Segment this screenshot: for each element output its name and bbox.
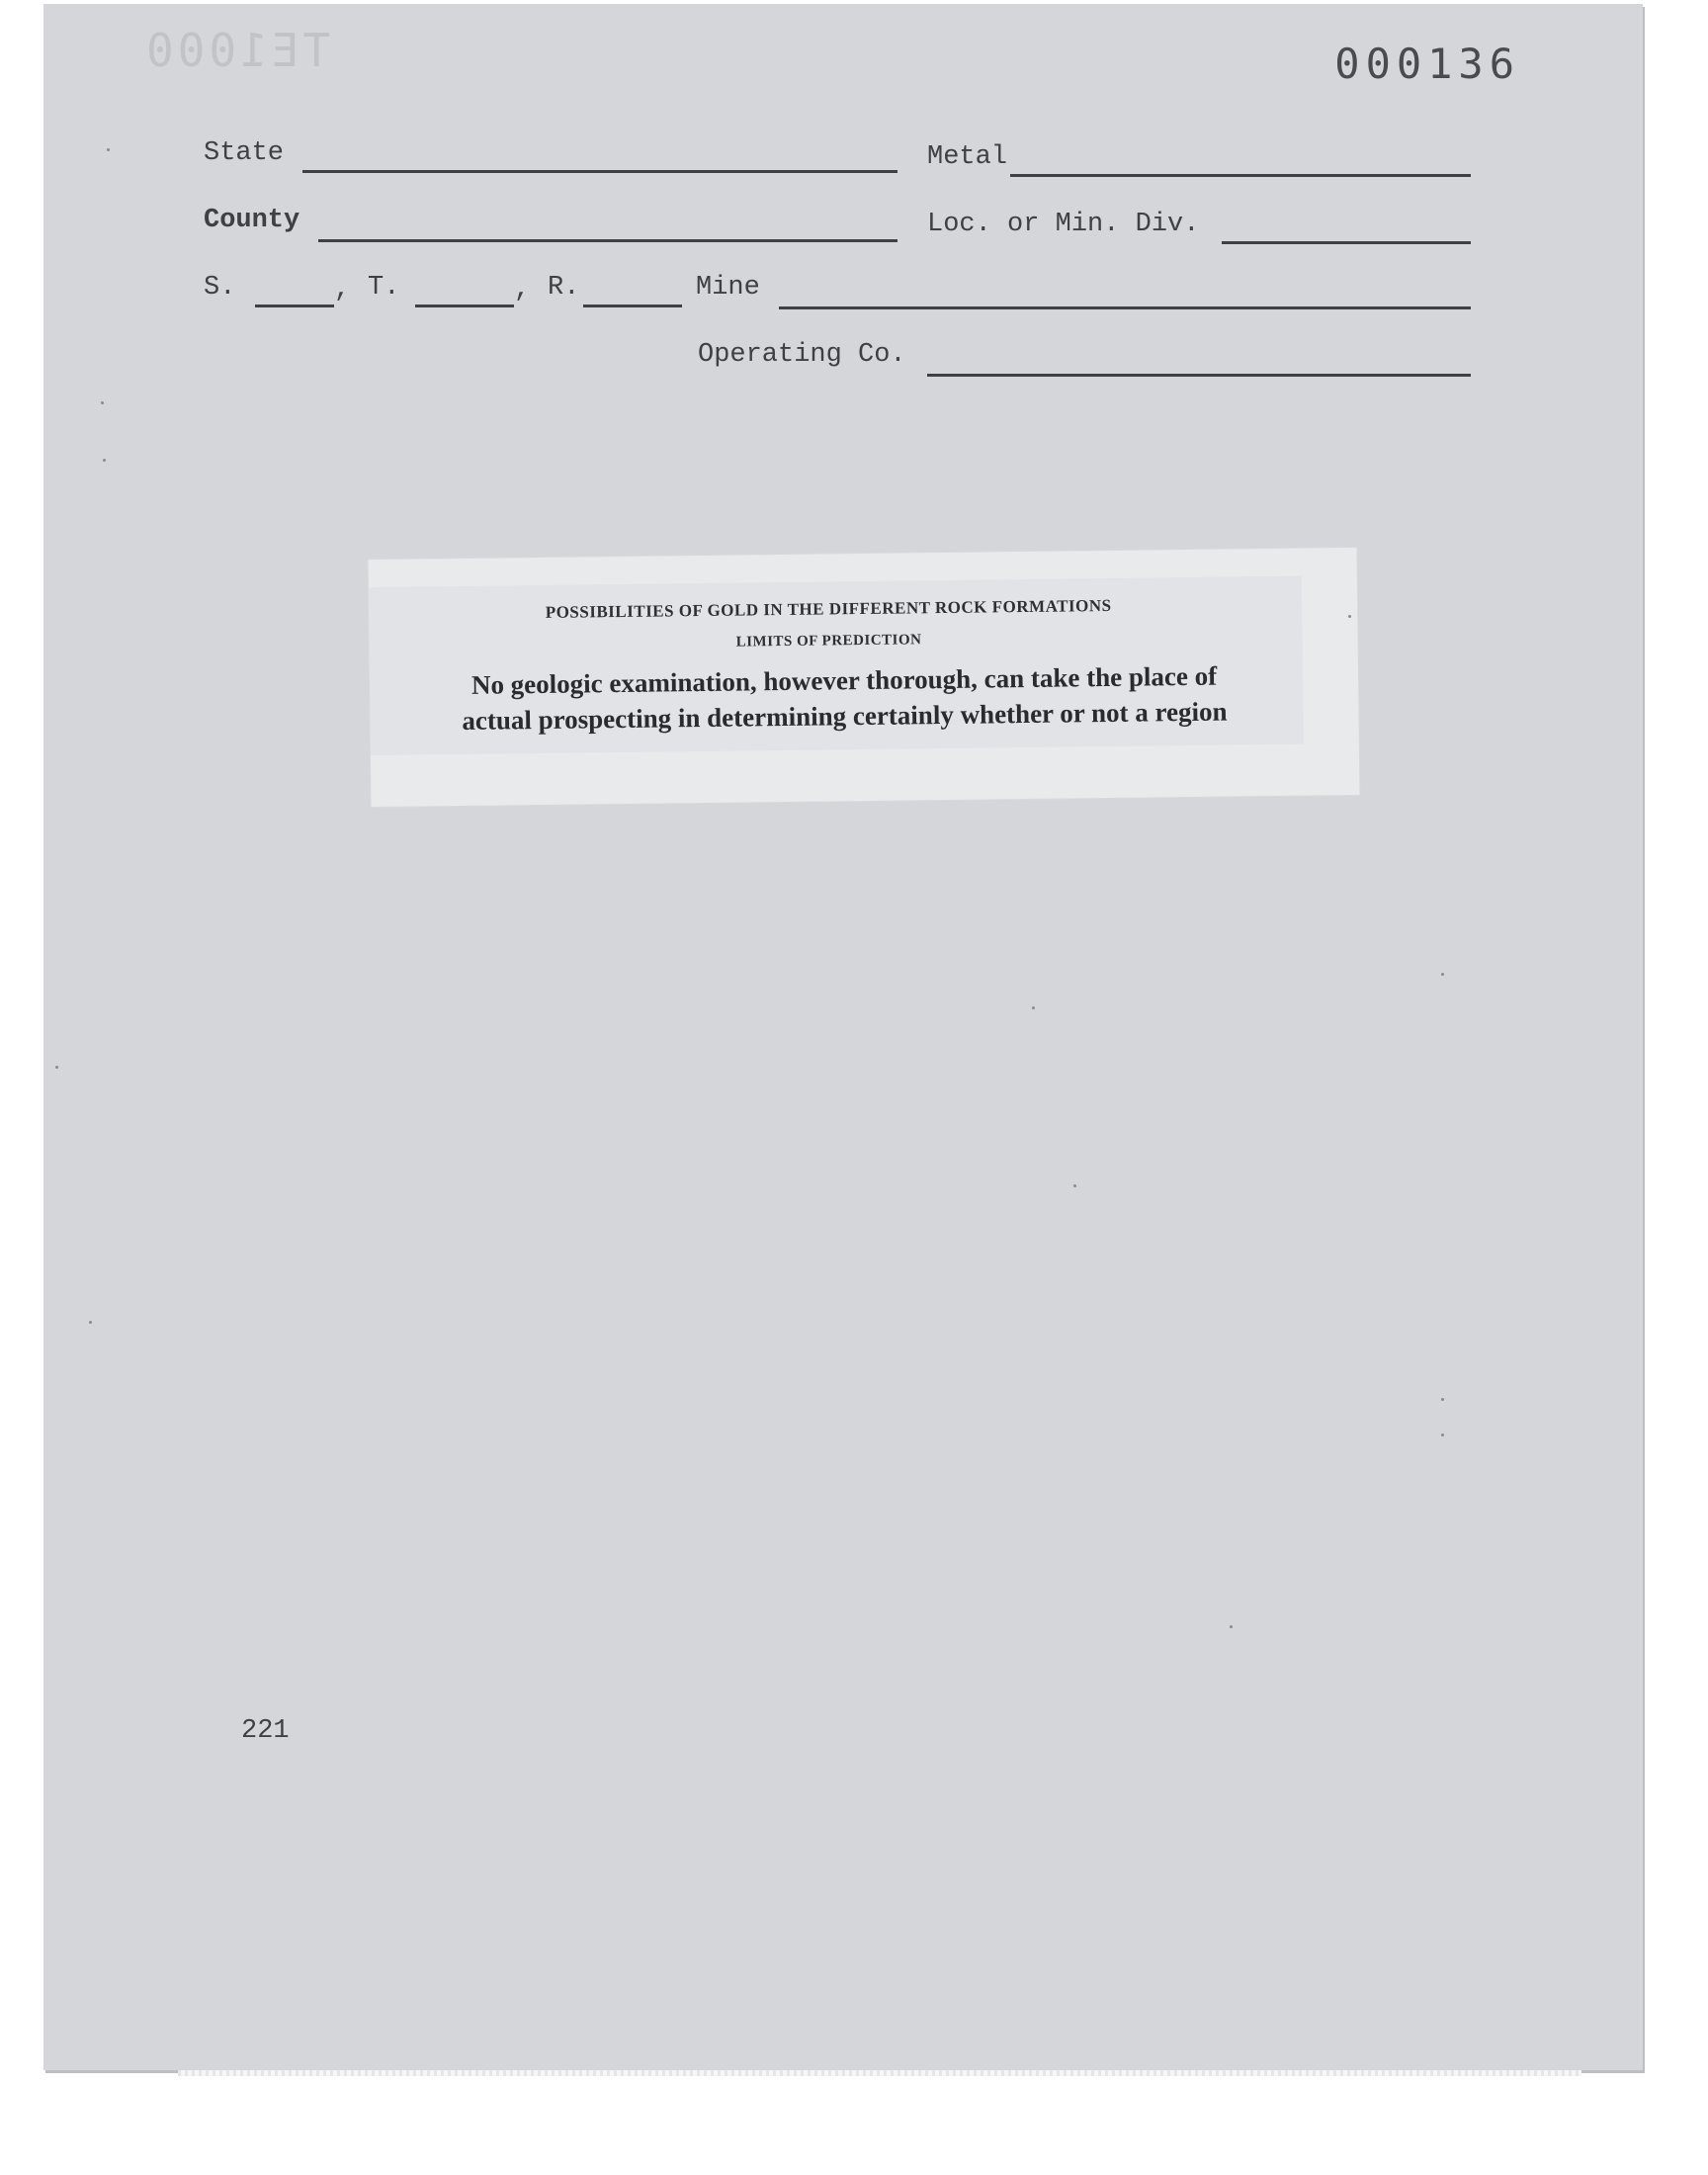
comma-separator: , — [334, 275, 351, 304]
section-field-line[interactable] — [255, 304, 334, 307]
scan-speck — [1441, 1398, 1444, 1401]
loc-min-div-label: Loc. or Min. Div. — [927, 210, 1200, 239]
scan-speck — [101, 401, 104, 404]
clipping-body-line: actual prospecting in determining certainly whether or not a region — [462, 696, 1228, 736]
scan-speck — [55, 1066, 58, 1069]
township-field-line[interactable] — [415, 304, 514, 307]
card-number: 000136 — [1334, 40, 1520, 88]
township-label: T. — [368, 273, 400, 303]
scan-edge — [178, 2070, 1581, 2076]
county-field-line[interactable] — [318, 239, 897, 242]
clipping-subtitle: LIMITS OF PREDICTION — [735, 632, 922, 651]
metal-label: Metal — [927, 142, 1008, 172]
index-card — [43, 4, 1643, 2070]
mine-field-line[interactable] — [779, 306, 1471, 309]
clipping-body-line: No geologic examination, however thorough, can take the place of — [470, 660, 1218, 700]
bleed-through-number: TE1000 — [142, 24, 331, 77]
operating-co-label: Operating Co. — [698, 340, 906, 370]
scan-speck — [1230, 1625, 1233, 1628]
scan-speck — [1441, 1434, 1444, 1436]
scan-speck — [1348, 615, 1351, 618]
range-field-line[interactable] — [583, 304, 682, 307]
state-field-line[interactable] — [302, 170, 897, 173]
scan-speck — [89, 1321, 92, 1324]
scan-speck — [103, 459, 106, 462]
loc-min-div-field-line[interactable] — [1222, 241, 1471, 244]
scan-speck — [107, 148, 110, 151]
county-label: County — [204, 206, 300, 235]
operating-co-field-line[interactable] — [927, 374, 1471, 377]
newspaper-clipping — [369, 548, 1360, 807]
comma-separator: , — [514, 275, 531, 304]
range-label: R. — [548, 273, 580, 303]
scan-speck — [1441, 973, 1444, 976]
section-label: S. — [204, 273, 236, 303]
mine-label: Mine — [696, 273, 760, 303]
clipping-body — [399, 657, 1290, 740]
metal-field-line[interactable] — [1010, 174, 1471, 177]
clipping-title: POSSIBILITIES OF GOLD IN THE DIFFERENT ROCK FORMATIONS — [545, 595, 1112, 622]
state-label: State — [204, 138, 285, 168]
scan-speck — [1032, 1006, 1035, 1009]
scan-speck — [1073, 1184, 1076, 1187]
page-number: 221 — [241, 1716, 290, 1746]
